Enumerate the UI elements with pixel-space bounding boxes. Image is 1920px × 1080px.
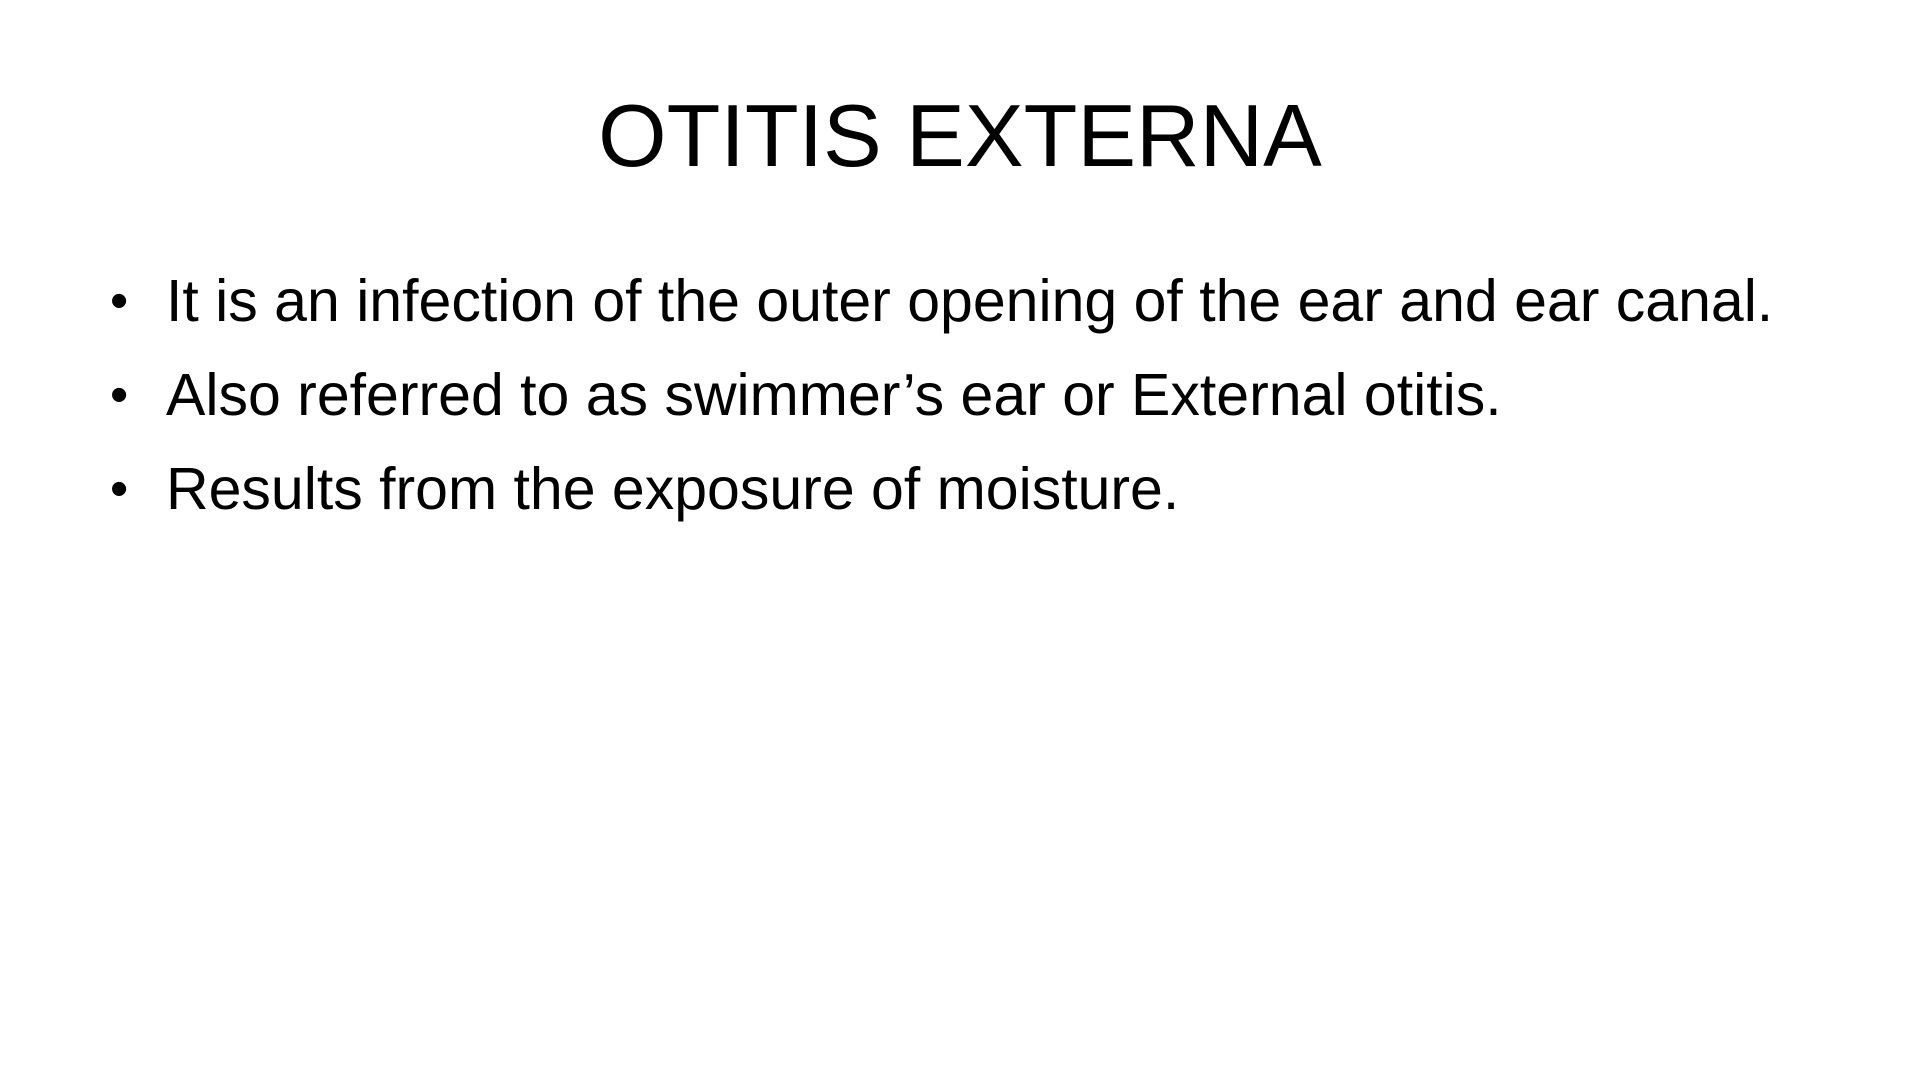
bullet-text: Also referred to as swimmer’s ear or External otitis. (166, 362, 1502, 428)
bullet-text: It is an infection of the outer opening of the ear and ear canal. (166, 268, 1774, 334)
bullet-item (110, 356, 1810, 434)
bullet-icon: • (110, 272, 129, 330)
bullet-icon: • (110, 366, 129, 424)
bullet-item (110, 262, 1810, 340)
slide-title: OTITIS EXTERNA (598, 86, 1322, 185)
bullet-text: Results from the exposure of moisture. (166, 456, 1180, 522)
bullet-item (110, 450, 1810, 528)
bullet-list (110, 262, 1810, 544)
bullet-icon: • (110, 460, 129, 518)
